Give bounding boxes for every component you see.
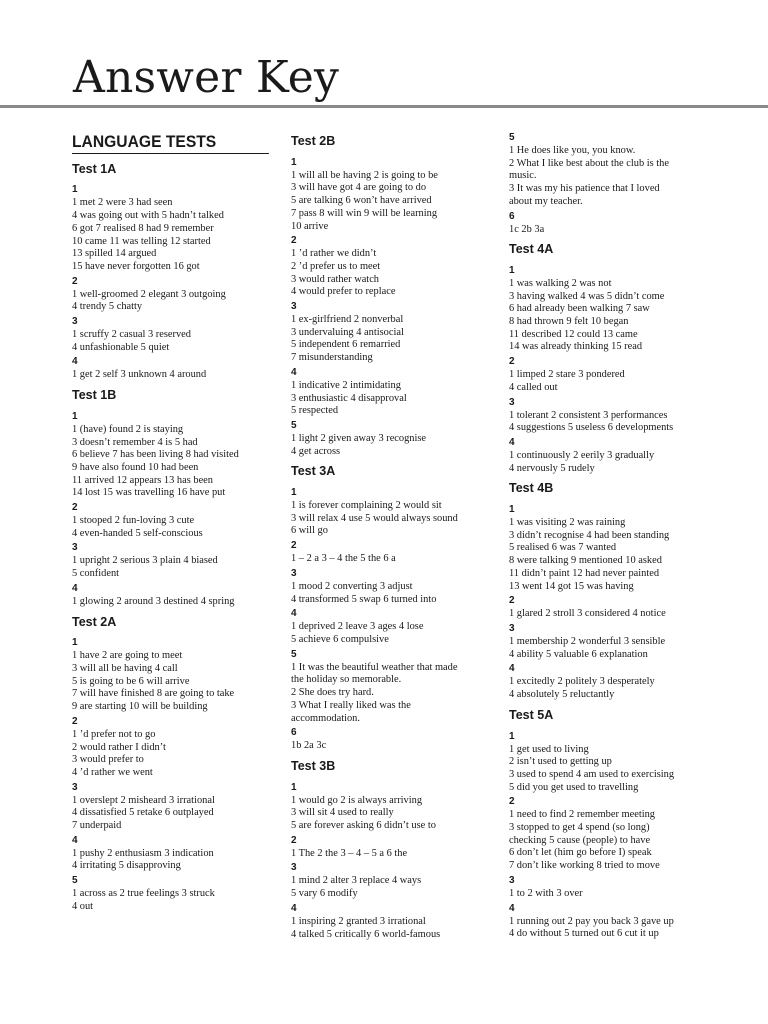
exercise-number: 1 — [291, 781, 297, 793]
answer-line: 6 will go — [291, 525, 328, 537]
answer-line: 14 was already thinking 15 read — [509, 341, 643, 353]
answer-line: 11 described 12 could 13 came — [509, 328, 638, 340]
answer-line: 10 came 11 was telling 12 started — [72, 235, 211, 247]
answer-line: 3 doesn’t remember 4 is 5 had — [72, 436, 198, 448]
answer-line: 9 are starting 10 will be building — [72, 701, 208, 713]
exercise-number: 4 — [291, 366, 297, 378]
exercise-number: 4 — [291, 608, 297, 620]
answer-column-3 — [509, 130, 723, 941]
answer-line: 1 The 2 the 3 – 4 – 5 a 6 the — [291, 847, 408, 859]
answer-line: 1 membership 2 wonderful 3 sensible — [509, 635, 666, 647]
answer-line: 4 would prefer to replace — [291, 286, 396, 298]
answer-line: 2 would rather I didn’t — [72, 741, 166, 753]
answer-line: 1 get 2 self 3 unknown 4 around — [72, 369, 207, 381]
answer-line: 1 – 2 a 3 – 4 the 5 the 6 a — [291, 553, 396, 565]
exercise-number: 4 — [72, 834, 78, 846]
answer-line: 5 achieve 6 compulsive — [291, 633, 389, 645]
answer-line: 1 inspiring 2 granted 3 irrational — [291, 915, 426, 927]
exercise-number: 2 — [72, 275, 78, 287]
exercise-number: 1 — [72, 410, 78, 422]
exercise-number: 6 — [291, 727, 297, 739]
answer-line: 7 underpaid — [72, 820, 122, 832]
exercise-number: 1 — [72, 184, 78, 196]
answer-column-2 — [291, 130, 505, 941]
answer-line: 4 nervously 5 rudely — [509, 462, 595, 474]
answer-line: 5 vary 6 modify — [291, 888, 358, 900]
answer-line: 8 had thrown 9 felt 10 began — [509, 316, 629, 328]
answer-line: 3 enthusiastic 4 disapproval — [291, 392, 407, 404]
test-title: Test 5A — [509, 707, 554, 722]
exercise-number: 2 — [509, 356, 515, 368]
answer-line: 4 out — [72, 900, 94, 912]
test-title: Test 4B — [509, 481, 554, 496]
answer-line: 1 glowing 2 around 3 destined 4 spring — [72, 595, 235, 607]
answer-line: 1c 2b 3a — [509, 223, 545, 235]
answer-line: 5 are talking 6 won’t have arrived — [291, 195, 432, 207]
page-title: Answer Key — [73, 52, 339, 103]
exercise-number: 4 — [509, 436, 515, 448]
answer-line: 5 did you get used to travelling — [509, 781, 639, 793]
answer-line: 1 mind 2 alter 3 replace 4 ways — [291, 875, 422, 887]
exercise-number: 5 — [72, 875, 78, 887]
exercise-number: 4 — [72, 582, 78, 594]
exercise-number: 3 — [291, 567, 297, 579]
answer-line: 1 He does like you, you know. — [509, 145, 636, 156]
test-title: Test 3A — [291, 464, 336, 479]
answer-line: 1 met 2 were 3 had seen — [72, 197, 173, 209]
exercise-number: 4 — [509, 902, 515, 914]
section-heading: LANGUAGE TESTS — [72, 136, 269, 154]
exercise-number: 1 — [509, 504, 515, 516]
exercise-number: 3 — [72, 781, 78, 793]
answer-line: 7 will have finished 8 are going to take — [72, 688, 235, 700]
answer-line: 5 independent 6 remarried — [291, 339, 401, 351]
test-title: Test 2B — [291, 134, 336, 148]
answer-line: 13 spilled 14 argued — [72, 248, 157, 260]
answer-line: 6 don’t let (him go before I) speak — [509, 847, 652, 859]
exercise-number: 2 — [291, 834, 297, 846]
answer-line: 11 arrived 12 appears 13 has been — [72, 474, 213, 486]
answer-line: 3 undervaluing 4 antisocial — [291, 326, 404, 338]
answer-line: 3 What I really liked was the — [291, 699, 411, 711]
exercise-number: 1 — [291, 487, 297, 499]
exercise-number: 1 — [509, 730, 515, 742]
answer-line: 3 will relax 4 use 5 would always sound — [291, 512, 458, 524]
answer-line: 7 misunderstanding — [291, 352, 373, 364]
answer-line: 3 having walked 4 was 5 didn’t come — [509, 290, 665, 302]
answer-line: 1 deprived 2 leave 3 ages 4 lose — [291, 621, 424, 633]
answer-line: 1 get used to living — [509, 743, 589, 755]
answer-line: 1 ’d rather we didn’t — [291, 248, 377, 260]
answer-line: 1 scruffy 2 casual 3 reserved — [72, 329, 191, 341]
exercise-number: 5 — [291, 648, 297, 660]
answer-line: 4 trendy 5 chatty — [72, 301, 143, 313]
answer-line: 6 believe 7 has been living 8 had visited — [72, 449, 239, 461]
answer-line: 15 have never forgotten 16 got — [72, 260, 200, 272]
answer-line: 5 confident — [72, 568, 120, 580]
exercise-number: 2 — [291, 540, 297, 552]
answer-line: 10 arrive — [291, 220, 329, 232]
answer-line: 1 excitedly 2 politely 3 desperately — [509, 676, 655, 688]
answer-line: 1 across as 2 true feelings 3 struck — [72, 888, 215, 900]
answer-line: 4 called out — [509, 381, 558, 393]
exercise-number: 3 — [509, 622, 515, 634]
answer-line: 4 suggestions 5 useless 6 developments — [509, 422, 674, 434]
answer-line: 4 ability 5 valuable 6 explanation — [509, 648, 648, 660]
answer-line: 4 unfashionable 5 quiet — [72, 341, 170, 353]
answer-line: 1 is forever complaining 2 would sit — [291, 500, 442, 512]
answer-line: 3 stopped to get 4 spend (so long) — [509, 822, 650, 834]
answer-line: 4 do without 5 turned out 6 cut it up — [509, 928, 659, 940]
answer-line: 4 was going out with 5 hadn’t talked — [72, 210, 224, 222]
answer-line: 1 upright 2 serious 3 plain 4 biased — [72, 555, 218, 567]
exercise-number: 3 — [509, 874, 515, 886]
exercise-number: 6 — [509, 210, 515, 222]
answer-line: music. — [509, 170, 537, 182]
answer-line: 1 It was the beautiful weather that made — [291, 661, 458, 673]
exercise-number: 1 — [509, 264, 515, 276]
title-divider — [0, 105, 768, 108]
answer-line: 3 It was my his patience that I loved — [509, 183, 660, 195]
answer-line: 6 got 7 realised 8 had 9 remember — [72, 222, 214, 234]
answer-line: 1 light 2 given away 3 recognise — [291, 432, 427, 444]
exercise-number: 3 — [291, 301, 297, 313]
exercise-number: 4 — [291, 902, 297, 914]
exercise-number: 2 — [291, 235, 297, 247]
answer-line: 1 would go 2 is always arriving — [291, 794, 423, 806]
answer-line: 1 to 2 with 3 over — [509, 887, 583, 899]
answer-line: 3 didn’t recognise 4 had been standing — [509, 529, 670, 541]
answer-line: 1 continuously 2 eerily 3 gradually — [509, 449, 655, 461]
answer-line: 11 didn’t paint 12 had never painted — [509, 567, 660, 579]
exercise-number: 3 — [291, 862, 297, 874]
answer-line: 1 pushy 2 enthusiasm 3 indication — [72, 847, 214, 859]
answer-line: about my teacher. — [509, 195, 583, 207]
answer-line: 1 ex-girlfriend 2 nonverbal — [291, 314, 404, 326]
answer-line: the holiday so memorable. — [291, 674, 402, 686]
answer-line: 4 get across — [291, 445, 341, 457]
exercise-number: 2 — [72, 715, 78, 727]
answer-line: 1 ’d prefer not to go — [72, 728, 156, 740]
answer-line: 3 will have got 4 are going to do — [291, 182, 427, 194]
answer-line: 2 What I like best about the club is the — [509, 157, 669, 169]
answer-line: 2 ’d prefer us to meet — [291, 260, 381, 272]
answer-line: 5 are forever asking 6 didn’t use to — [291, 820, 436, 832]
answer-line: 4 talked 5 critically 6 world-famous — [291, 928, 441, 940]
exercise-number: 5 — [291, 419, 297, 431]
answer-line: 4 irritating 5 disapproving — [72, 860, 181, 872]
answer-line: 4 even-handed 5 self-conscious — [72, 527, 203, 539]
exercise-number: 2 — [509, 796, 515, 808]
answer-column-1 — [72, 130, 286, 914]
answer-line: 1 well-groomed 2 elegant 3 outgoing — [72, 288, 226, 300]
answer-line: 3 will all be having 4 call — [72, 662, 178, 674]
exercise-number: 1 — [72, 637, 78, 649]
answer-line: 1 limped 2 stare 3 pondered — [509, 369, 625, 381]
test-title: Test 3B — [291, 758, 336, 773]
answer-line: 1 will all be having 2 is going to be — [291, 169, 438, 181]
answer-line: 1 overslept 2 misheard 3 irrational — [72, 794, 215, 806]
answer-line: 1 was visiting 2 was raining — [509, 517, 626, 529]
answer-line: 5 respected — [291, 405, 339, 417]
answer-line: 4 ’d rather we went — [72, 766, 153, 778]
answer-line: 3 would prefer to — [72, 754, 144, 766]
exercise-number: 4 — [72, 356, 78, 368]
answer-line: 2 She does try hard. — [291, 687, 374, 699]
exercise-number: 5 — [509, 132, 515, 143]
answer-line: 8 were talking 9 mentioned 10 asked — [509, 555, 662, 567]
answer-line: 1 was walking 2 was not — [509, 277, 612, 289]
answer-line: 5 realised 6 was 7 wanted — [509, 542, 617, 554]
answer-line: 1 glared 2 stroll 3 considered 4 notice — [509, 608, 666, 620]
answer-line: 1 tolerant 2 consistent 3 performances — [509, 409, 668, 421]
exercise-number: 1 — [291, 156, 297, 168]
answer-line: 2 isn’t used to getting up — [509, 756, 612, 768]
answer-line: 6 had already been walking 7 saw — [509, 303, 650, 315]
answer-line: 1b 2a 3c — [291, 740, 327, 752]
test-title: Test 2A — [72, 614, 117, 629]
answer-line: 3 will sit 4 used to really — [291, 807, 394, 819]
answer-line: 1 have 2 are going to meet — [72, 650, 183, 662]
answer-line: 4 absolutely 5 reluctantly — [509, 689, 615, 701]
answer-line: 4 dissatisfied 5 retake 6 outplayed — [72, 807, 214, 819]
test-title: Test 1A — [72, 161, 117, 176]
answer-line: 1 (have) found 2 is staying — [72, 423, 184, 435]
answer-line: 4 transformed 5 swap 6 turned into — [291, 593, 437, 605]
answer-line: 7 pass 8 will win 9 will be learning — [291, 207, 438, 219]
answer-line: 1 mood 2 converting 3 adjust — [291, 580, 413, 592]
answer-line: 1 stooped 2 fun-loving 3 cute — [72, 515, 195, 527]
exercise-number: 3 — [509, 396, 515, 408]
exercise-number: 2 — [509, 595, 515, 607]
answer-line: 1 indicative 2 intimidating — [291, 379, 401, 391]
answer-line: 7 don’t like working 8 tried to move — [509, 860, 660, 872]
answer-line: 3 used to spend 4 am used to exercising — [509, 768, 675, 780]
answer-line: 13 went 14 got 15 was having — [509, 580, 634, 592]
exercise-number: 3 — [72, 316, 78, 328]
exercise-number: 3 — [72, 542, 78, 554]
answer-line: 3 would rather watch — [291, 273, 380, 285]
answer-line: 1 running out 2 pay you back 3 gave up — [509, 915, 674, 927]
answer-line: 9 have also found 10 had been — [72, 461, 199, 473]
test-title: Test 1B — [72, 388, 117, 403]
exercise-number: 4 — [509, 663, 515, 675]
answer-line: checking 5 cause (people) to have — [509, 834, 651, 846]
answer-line: 5 is going to be 6 will arrive — [72, 675, 190, 687]
answer-line: 14 lost 15 was travelling 16 have put — [72, 487, 226, 499]
exercise-number: 2 — [72, 502, 78, 514]
answer-line: accommodation. — [291, 712, 360, 724]
answer-line: 1 need to find 2 remember meeting — [509, 809, 655, 821]
test-title: Test 4A — [509, 242, 554, 257]
